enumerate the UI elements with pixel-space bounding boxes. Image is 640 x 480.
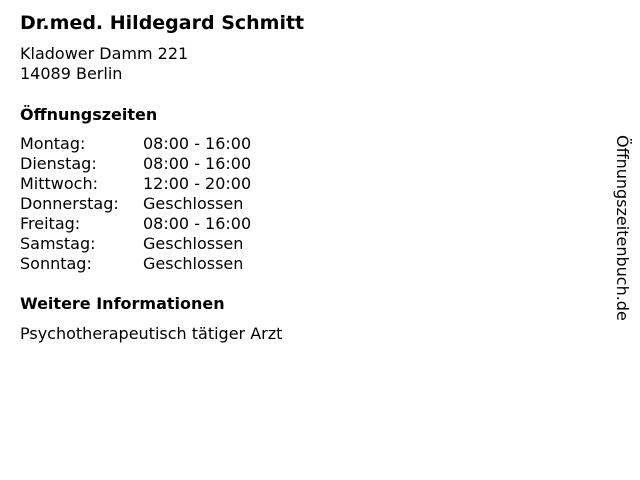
time-value: Geschlossen	[143, 194, 244, 213]
time-value: Geschlossen	[143, 234, 244, 253]
address-block	[20, 44, 580, 84]
hours-row-sunday	[20, 254, 251, 274]
time-value: Geschlossen	[143, 254, 244, 273]
site-watermark: Öffnungszeitenbuch.de	[613, 135, 632, 321]
day-label: Sonntag:	[20, 254, 92, 273]
listing-card	[20, 10, 580, 344]
day-label: Samstag:	[20, 234, 96, 253]
day-label: Donnerstag:	[20, 194, 119, 213]
hours-row-monday	[20, 134, 251, 154]
day-label: Freitag:	[20, 214, 81, 233]
time-value: 08:00 - 16:00	[143, 214, 252, 233]
address-street: Kladower Damm 221	[20, 44, 189, 63]
time-value: 08:00 - 16:00	[143, 154, 252, 173]
listing-name: Dr.med. Hildegard Schmitt	[20, 12, 305, 34]
hours-row-thursday	[20, 194, 251, 214]
hours-row-tuesday	[20, 154, 251, 174]
further-info-text: Psychotherapeutisch tätiger Arzt	[20, 324, 283, 343]
further-info-title: Weitere Informationen	[20, 294, 225, 313]
address-city: 14089 Berlin	[20, 64, 123, 83]
hours-row-saturday	[20, 234, 251, 254]
day-label: Mittwoch:	[20, 174, 98, 193]
day-label: Dienstag:	[20, 154, 97, 173]
time-value: 08:00 - 16:00	[143, 134, 252, 153]
hours-row-wednesday	[20, 174, 251, 194]
opening-hours-title: Öffnungszeiten	[20, 105, 158, 124]
day-label: Montag:	[20, 134, 86, 153]
time-value: 12:00 - 20:00	[143, 174, 252, 193]
opening-hours-table	[20, 134, 251, 274]
hours-row-friday	[20, 214, 251, 234]
